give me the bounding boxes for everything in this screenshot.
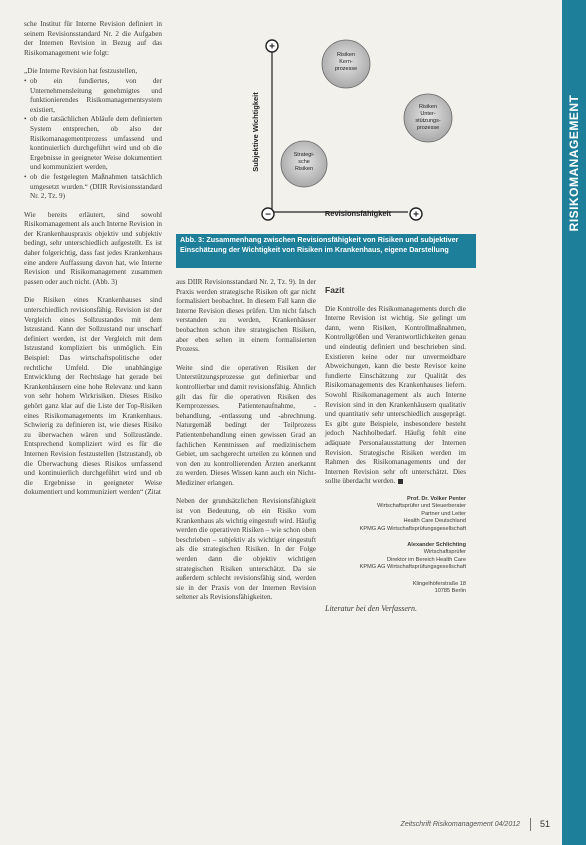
author-block xyxy=(325,542,466,572)
paragraph: sche Institut für Interne Revision definiert in seinem Revisionsstandard Nr. 2 die Aufgaben der Internen Revision in Bezug auf das Risikomanagement wie folgt: xyxy=(24,20,162,57)
author-line: Health Care Deutschland xyxy=(403,518,466,525)
plus-sign: + xyxy=(413,209,419,221)
author-name: Alexander Schlichting xyxy=(407,541,466,548)
author-line: KPMG AG Wirtschaftsprüfungsgesellschaft xyxy=(359,564,466,571)
publication-name: Zeitschrift Risikomanagement 04/2012 xyxy=(400,821,520,828)
bullet-list xyxy=(24,77,162,202)
author-block xyxy=(325,496,466,533)
address-line: 10785 Berlin xyxy=(434,587,466,594)
paragraph: „Die Interne Revision hat festzustellen, xyxy=(24,67,138,76)
bullet-item: • ob ein fundiertes, von der Unternehmensleitung genehmigtes und funktionierendes Risikomanagementsystem existiert, xyxy=(24,77,162,115)
circle-label: sche xyxy=(298,159,310,165)
author-line: Wirtschaftsprüfer xyxy=(423,549,466,556)
author-name: Prof. Dr. Volker Penter xyxy=(407,495,466,502)
section-heading: Fazit xyxy=(325,285,345,295)
x-axis-label: Revisionsfähigkeit xyxy=(324,209,392,218)
circle-label: Unter- xyxy=(420,111,436,117)
circle-label: Risiken xyxy=(294,166,314,172)
figure-risk-matrix xyxy=(176,20,476,252)
circle-label: prozesse xyxy=(334,66,358,72)
address-line: Klingelhöferstraße 18 xyxy=(412,580,466,587)
paragraph-text: Die Kontrolle des Risikomanagements durch die Interne Revision ist wichtig. Sie gelingt um dann, wenn Risiken, Kontrollmaßnahmen, Kontrollgrößen und Verantwortlichkeiten genau und eindeutig definiert und beschrieben sind. Existieren keine oder nur unvermeidbare Abweichungen, kann die beste Revisor keine fundierte Einschätzung zur Qualität des Risikomanagements des Krankenhauses liefern. Sowohl Risikomanagement als auch Interne Revision sind in den Krankenhäusern qualitativ und quantitativ sehr unterschiedlich ausgeprägt. Es gibt gute Beispiele, insbesondere besteht jedoch Nachholbedarf. Häufig fehlt eine adäquate Personalausstattung der Internen Revision. Strategische Risiken werden im Rahmen des Risikomanagements und der Internen Revision sehr oft unterschätzt. Dies sollte überdacht werden. xyxy=(325,304,466,486)
y-axis-label: Subjektive Wichtigkeit xyxy=(251,92,260,172)
x-axis-plus-icon xyxy=(410,208,422,221)
author-line: Direktor im Bereich Health Care xyxy=(387,556,466,563)
address-block xyxy=(325,581,466,596)
author-line: KPMG AG Wirtschaftsprüfungsgesellschaft xyxy=(359,525,466,532)
circle-label: stützungs- xyxy=(415,118,441,124)
paragraph: Die Risiken eines Krankenhauses sind unterschiedlich revisionsfähig. Revision ist der Vergleich eines Sollzustandes mit dem Istzustand. Kann der Sollzustand nur unscharf definiert werden, ist der Vergleich mit dem Istzustand kompliziert bis unmöglich. Ein Beispiel: Das wirtschaftspolitische oder rechtliche Umfeld. Die unabhängige Entwicklung der Rechtslage hat gerade bei Krankenhäusern eine hohe Relevanz und kann von sehr hohem Wirkrisiken. Dieses Risiko gehört ganz klar auf die Liste der Top-Risiken eines Risikomanagements im Krankenhaus. Schwierig zu definieren ist, wie dieses Risiko zu überwachen wären und Sollzustände. Entsprechend kompliziert wird es für die Internen Revision festzustellen (Istzustand), ob die Überwachung dieses Risikos umfassend und kontinuierlich durchgeführt wird und ob die Ergebnisse in geeigneter Weise dokumentiert und kommuniziert werden“ (Zitat xyxy=(24,296,162,497)
text-column-right xyxy=(325,278,466,614)
circle-label: Risiken xyxy=(418,104,438,110)
circle-core-process-risks xyxy=(322,40,370,88)
minus-sign: − xyxy=(265,209,271,221)
paragraph: Wie bereits erläutert, sind sowohl Risikomanagement als auch Interne Revision in der Krankenhauspraxis objektiv und subjektiv bedingt, sehr unterschiedlich aufgestellt. Es ist daher folgerichtig, dass fast jedes Krankenhaus eine andere Auffassung davon hat, wie Interne Revision und Risikomanagement zusammen passen oder auch nicht. (Abb. 3) xyxy=(24,210,162,286)
author-line: Wirtschaftsprüfer und Steuerberater xyxy=(377,503,466,510)
page-number: 51 xyxy=(540,819,551,829)
text-column-left xyxy=(24,20,162,507)
side-tab-text: RISIKOMANAGEMENT xyxy=(567,94,581,232)
paragraph: aus DIIR Revisionsstandard Nr. 2, Tz. 9). In der Praxis werden strategische Risiken oft gar nicht formalisiert beobachtet. In diesem Fall kann die Interne Revision dieses prüfen. Um nicht falsch verstanden zu werden, Krankenhäuser beobachten schon ihre strategischen Risiken, aber eben selten in einem formalisierten Prozess. xyxy=(176,278,316,354)
plus-sign: + xyxy=(269,41,275,53)
end-mark-icon xyxy=(398,479,403,484)
figure-caption: Abb. 3: Zusammenhang zwischen Revisionsfähigkeit von Risiken und subjektiver Einschätzung der Wichtigkeit von Risiken im Krankenhaus, eigene Darstellung xyxy=(176,234,476,268)
bullet-item: • ob die tatsächlichen Abläufe dem definierten System entsprechen, ob also der Risikomanagementprozess umfassend und kontinuierlich durchgeführt wird und ob die Ergebnisse in geeigneter Weise dokumentiert und kommuniziert werden, xyxy=(24,115,162,173)
paragraph: Neben der grundsätzlichen Revisionsfähigkeit ist von Bedeutung, ob ein Risiko vom Krankenhaus als wichtig eingestuft wird. Häufig werden die operativen Risiken – wie schon oben beschrieben – subjektiv als wichtiger eingestuft als die strategischen Risiken. In der Folge werden dann die objektiv wichtigen strategischen Risiken unterschätzt. Da sie außerdem schlecht revisionsfähig sind, werden sie in der Praxis von der Internen Revision seltener als Revisionsfähigkeiten. xyxy=(176,497,316,602)
risk-matrix-diagram xyxy=(176,20,476,232)
literature-note: Literatur bei den Verfassern. xyxy=(325,604,417,614)
circle-support-process-risks xyxy=(404,94,452,142)
text-column-middle xyxy=(176,278,316,612)
circle-label: Risiken xyxy=(336,52,356,58)
circle-label: prozesse xyxy=(416,125,440,131)
origin-minus-icon xyxy=(262,208,274,221)
y-axis-plus-icon xyxy=(266,40,278,53)
paragraph: Weite sind die operativen Risiken der Unterstützungsprozesse gut definierbar und kontrollierbar und damit revisionsfähig. Ähnlich gilt das für die operativen Risiken des Kernprozesses. Patientenaufnahme, -behandlung, -entlassung und -abrechnung. Naturgemäß bedingt der Teilprozess Patientenbehandlung einen gewissen Grad an fachlichen Kenntnissen auf medizinischem Gebiet, um sachgerecht urteilen zu können und von den zu kontrollierenden Ärzten anerkannt zu werden. Dieses Wissen kann auch ein Nicht-Mediziner erlangen. xyxy=(176,363,316,487)
bullet-item: • ob die festgelegten Maßnahmen tatsächlich umgesetzt wurden.“ (DIIR Revisionsstandard Nr. 2, Tz. 9) xyxy=(24,173,162,202)
circle-strategic-risks xyxy=(281,141,327,187)
footer-divider xyxy=(530,818,531,831)
circle-label: Strategi- xyxy=(293,152,315,158)
author-line: Partner und Leiter xyxy=(421,510,466,517)
page-footer xyxy=(360,818,556,832)
circle-label: Kern- xyxy=(339,59,353,65)
paragraph xyxy=(325,305,466,487)
